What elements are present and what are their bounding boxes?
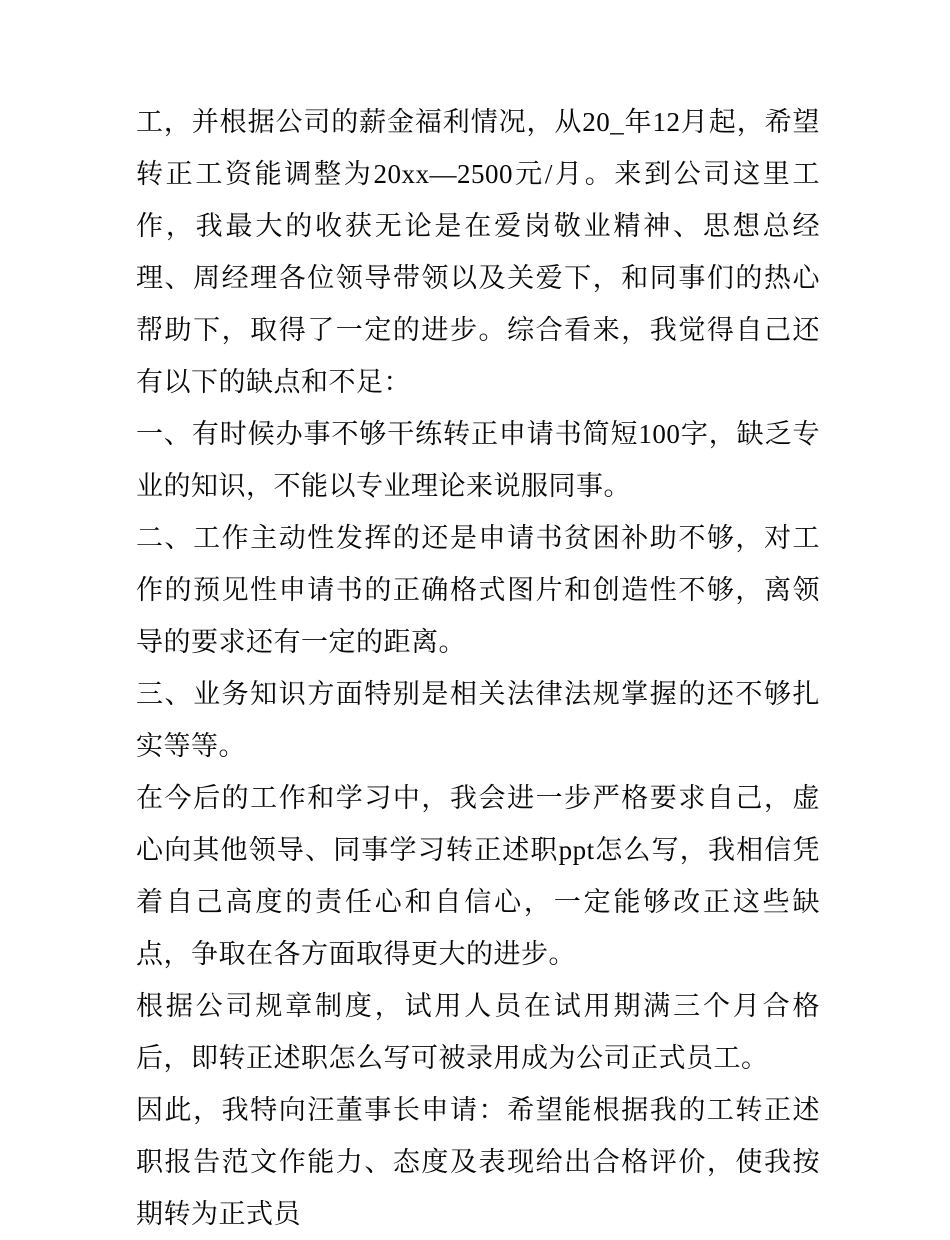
paragraph: 一、有时候办事不够干练转正申请书简短100字，缺乏专业的知识，不能以专业理论来说服同事。 (136, 419, 820, 501)
paragraph: 在今后的工作和学习中，我会进一步严格要求自己，虚心向其他领导、同事学习转正述职ppt怎么写，我相信凭着自己高度的责任心和自信心，一定能够改正这些缺点，争取在各方面取得更大的进步。 (136, 783, 820, 969)
paragraph: 二、工作主动性发挥的还是申请书贫困补助不够，对工作的预见性申请书的正确格式图片和创造性不够，离领导的要求还有一定的距离。 (136, 523, 820, 657)
paragraph: 三、业务知识方面特别是相关法律法规掌握的还不够扎实等等。 (136, 679, 820, 761)
paragraph: 因此，我特向汪董事长申请：希望能根据我的工转正述职报告范文作能力、态度及表现给出合格评价，使我按期转为正式员 (136, 1095, 820, 1229)
paragraph: 工，并根据公司的薪金福利情况，从20_年12月起，希望转正工资能调整为20xx—2500元/月。来到公司这里工作，我最大的收获无论是在爱岗敬业精神、思想总经理、周经理各位领导带领以及关爱下，和同事们的热心帮助下，取得了一定的进步。综合看来，我觉得自己还有以下的缺点和不足： (136, 107, 820, 397)
document-body (136, 96, 820, 1240)
paragraph: 根据公司规章制度，试用人员在试用期满三个月合格后，即转正述职怎么写可被录用成为公司正式员工。 (136, 991, 820, 1073)
